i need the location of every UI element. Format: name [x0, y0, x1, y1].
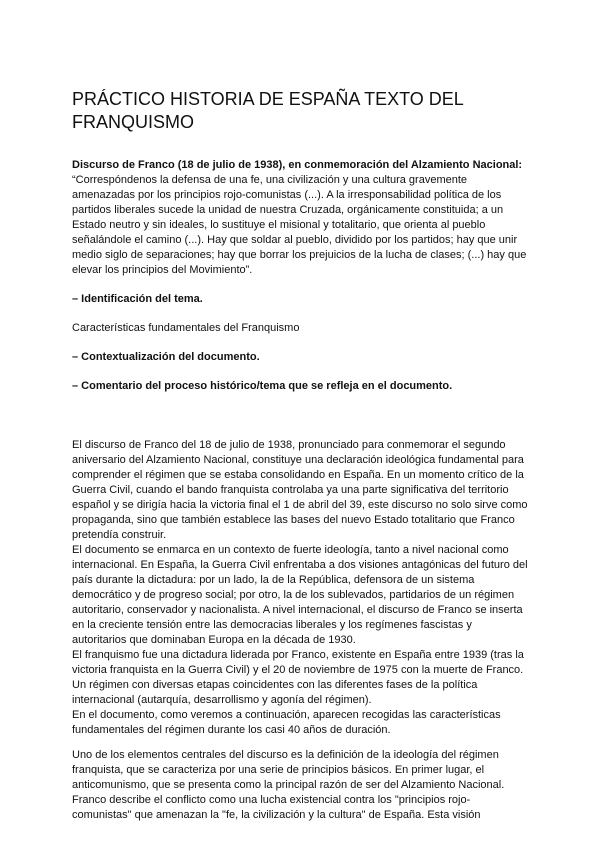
- paragraph-4: En el documento, como veremos a continuación, aparecen recogidas las características fundamentales del régimen durante los casi 40 años de duración.: [72, 709, 501, 736]
- document-title: PRÁCTICO HISTORIA DE ESPAÑA TEXTO DEL FRANQUISMO: [72, 89, 464, 132]
- spacer: [72, 738, 528, 748]
- paragraph-5: Uno de los elementos centrales del discurso es la definición de la ideología del régimen franquista, que se caracteriza por una serie de principios básicos. En primer lugar, el anticomunismo, que se presenta como la principal razón de ser del Alzamiento Nacional. Franco describe el conflicto como una lucha existencial contra los "principios rojo-comunistas" que amenazan la "fe, la civilización y la cultura" de España. Esta visión: [72, 749, 505, 821]
- section-commentary-heading: – Comentario del proceso histórico/tema que se refleja en el documento.: [72, 380, 453, 392]
- section-identification-heading: – Identificación del tema.: [72, 293, 203, 305]
- section-context-heading: – Contextualización del documento.: [72, 351, 260, 363]
- spacer: [72, 408, 528, 438]
- quote-text: “Correspóndenos la defensa de una fe, una civilización y una cultura gravemente amenazadas por los principios rojo-comunistas (...). A la irresponsabilidad política de los partidos liberales sucede la unidad de nuestra Cruzada, orgánicamente constituida; a un Estado neutro y sin ideales, lo sustituye el misional y totalitario, que orienta al pueblo señalándole el camino (...). Hay que soldar al pueblo, dividido por los partidos; hay que unir medio siglo de separaciones; hay que borrar los prejuicios de la lucha de clases; (...) hay que elevar los principios del Movimiento”.: [72, 174, 527, 276]
- paragraph-1: El discurso de Franco del 18 de julio de 1938, pronunciado para conmemorar el segundo aniversario del Alzamiento Nacional, constituye una declaración ideológica fundamental para comprender el régimen que se estaba consolidando en España. En un momento crítico de la Guerra Civil, cuando el bando franquista controlaba ya una parte significativa del territorio español y se dirigía hacia la victoria final el 1 de abril del 39, este discurso no solo sirve como propaganda, sino que también establece las bases del nuevo Estado totalitario que Franco pretendía construir.: [72, 439, 528, 541]
- paragraph-3: El franquismo fue una dictadura liderada por Franco, existente en España entre 1939 (tras la victoria franquista en la Guerra Civil) y el 20 de noviembre de 1975 con la muerte de Franco. Un régimen con diversas etapas coincidentes con las diferentes fases de la política internacional (autarquía, desarrollismo y agonía del régimen).: [72, 649, 524, 706]
- section-identification-body: Características fundamentales del Franquismo: [72, 322, 300, 334]
- paragraph-2: El documento se enmarca en un contexto de fuerte ideología, tanto a nivel nacional como internacional. En España, la Guerra Civil enfrentaba a dos visiones antagónicas del futuro del país durante la dictadura: por un lado, la de la República, defensora de un sistema democrático y de progreso social; por otro, la de los sublevados, partidarios de un régimen autoritario, conservador y nacionalista. A nivel internacional, el discurso de Franco se inserta en la creciente tensión entre las democracias liberales y los regímenes fascistas y autoritarios que dominaban Europa en la década de 1930.: [72, 544, 528, 646]
- quote-heading: Discurso de Franco (18 de julio de 1938), en conmemoración del Alzamiento Nacional:: [72, 159, 523, 171]
